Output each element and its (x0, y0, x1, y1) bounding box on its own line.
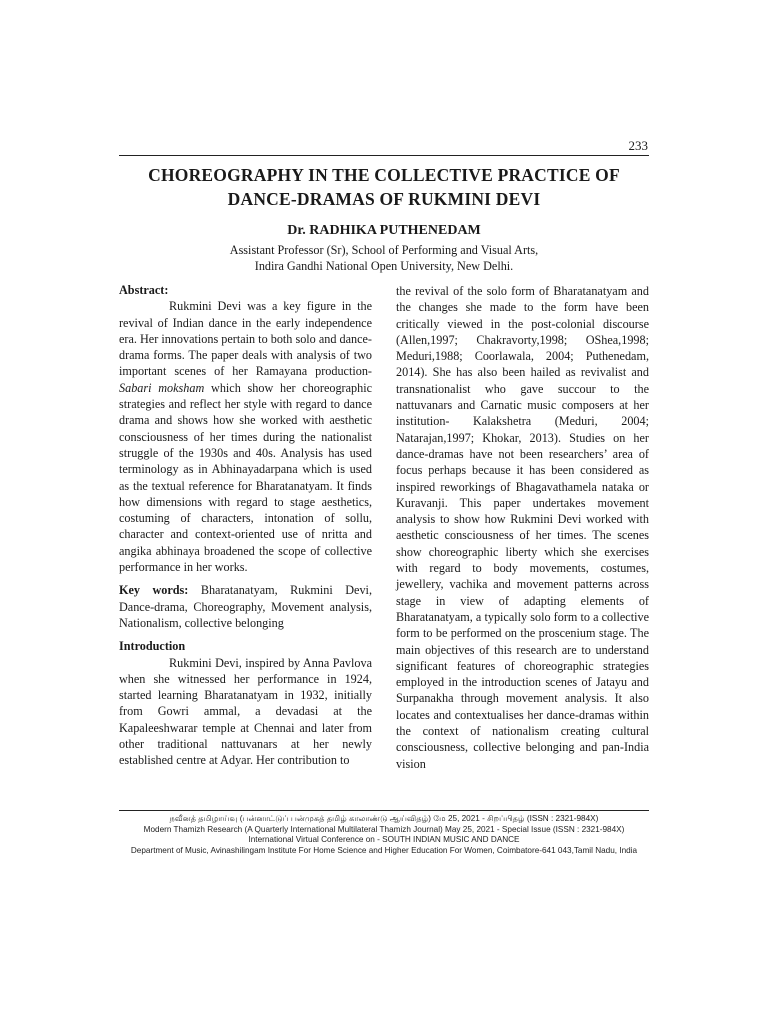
title-line-2: DANCE-DRAMAS OF RUKMINI DEVI (227, 189, 541, 209)
header-rule (119, 155, 649, 156)
introduction-heading: Introduction (119, 639, 186, 654)
keywords-paragraph (119, 582, 372, 631)
keywords-label: Key words: (119, 583, 189, 598)
paper-title (119, 163, 649, 211)
keywords-text: Bharatanatyam, Rukmini Devi, Dance-drama, Choreography, Movement analysis, Nationalism, collective belonging (119, 583, 372, 630)
right-column (396, 283, 649, 772)
abstract-text-1: Rukmini Devi was a key figure in the revival of Indian dance in the early independence era. Her innovations pertain to both solo and dance-drama forms. The paper deals with analysis of two important scenes of her Ramayana production- (119, 299, 372, 379)
footer-line-3: International Virtual Conference on - SOUTH INDIAN MUSIC AND DANCE (248, 835, 520, 845)
abstract-heading: Abstract: (119, 283, 169, 297)
page-number: 233 (628, 138, 648, 153)
affiliation-line-1: Assistant Professor (Sr), School of Performing and Visual Arts, (229, 243, 539, 257)
author-name: Dr. RADHIKA PUTHENEDAM (287, 223, 481, 238)
author-affiliation (119, 242, 649, 274)
title-line-1: CHOREOGRAPHY IN THE COLLECTIVE PRACTICE OF (148, 165, 620, 185)
abstract-italic: Sabari moksham (119, 380, 205, 395)
journal-footer (110, 814, 658, 856)
footer-line-2: Modern Thamizh Research (A Quarterly International Multilateral Thamizh Journal) May 25, 2021 - Special Issue (ISSN : 2321-984X) (143, 824, 625, 834)
left-column (119, 282, 372, 769)
footer-line-4: Department of Music, Avinashilingam Institute For Home Science and Higher Education For Women, Coimbatore-641 043,Tamil Nadu, India (130, 845, 638, 855)
abstract-paragraph (119, 298, 372, 575)
introduction-paragraph-left: Rukmini Devi, inspired by Anna Pavlova when she witnessed her performance in 1924, started learning Bharatanatyam in 1932, initially from Gowri ammal, a devadasi at the Kapaleeshwarar temple at Chennai and later from other traditional nattuvanars at her newly established centre at Adyar. Her contribution to (119, 655, 372, 768)
affiliation-line-2: Indira Gandhi National Open University, New Delhi. (254, 259, 514, 273)
footer-line-1: நவீனத் தமிழாய்வு (பன்னாட்டுப் பன்முகத் தமிழ் காலாண்டு ஆய்விதழ்) மே 25, 2021 - சிறப்பிதழ் (ISSN : 2321-984X) (169, 814, 599, 823)
footer-rule (119, 810, 649, 811)
abstract-text-2: which show her choreographic strategies and reflect her style with regard to dance drama and shows how she worked with aesthetic consciousness of her times during the nationalist struggle of the 1930s and 40s. Analysis has used terminology as in Abhinayadarpana which is used as the textual reference for Bharatanatyam. It finds how dimensions with regard to stage aesthetics, costuming of characters, intonation of sollu, character and context-oriented use of nritta and angika abhinaya broadened the scope of collective performance in her works. (119, 380, 372, 575)
introduction-paragraph-right: the revival of the solo form of Bharatanatyam and the changes she made to the form have been critically viewed in the post-colonial discourse (Allen,1997; Chakravorty,1998; OShea,1998; Meduri,1988; Coorlawala, 2004; Puthenedam, 2014). She has also been hailed as revivalist and transnationalist who gave succour to the nattuvanars and Carnatic music composers at her institution- Kalakshetra (Meduri, 2004; Natarajan,1997; Khokar, 2013). Studies on her dance-dramas have not been researchers’ area of focus perhaps because it has been considered as inspired reworkings of Bhagavathamela nataka or Kuravanji. This paper undertakes movement analysis to show how Rukmini Devi worked with aesthetic consciousness of her times. The scenes show choreographic liberty which she exercises with regard to body movements, costumes, jewellery, vachika and movement patterns across stage in view of adapting elements of Bharatanatyam, a typically solo form to a collective form to be performed on the proscenium stage. The main objectives of this research are to understand significant features of choreographic strategies employed in the introduction scenes of Jatayu and Surpanakha through movement analysis. It also locates and contextualises her dance-dramas within the context of nationalism creating cultural consciousness, collective belonging and pan-India vision (396, 284, 649, 771)
